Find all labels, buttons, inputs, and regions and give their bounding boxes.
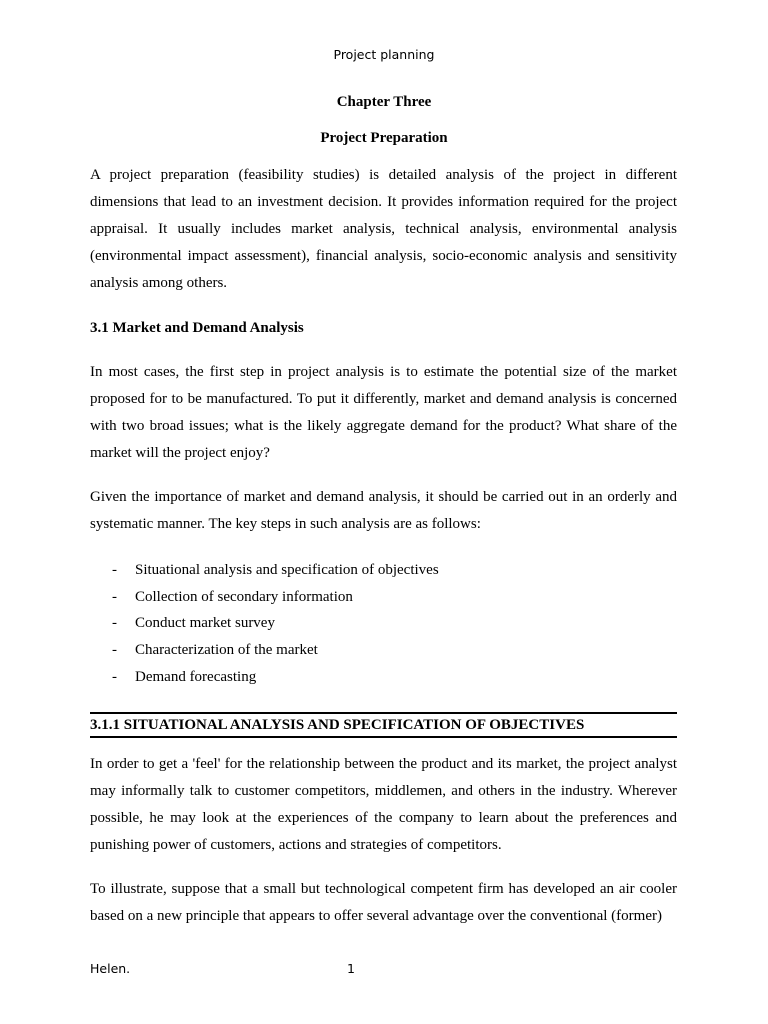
list-item-text: Conduct market survey — [135, 615, 275, 632]
market-paragraph-1: In most cases, the first step in project analysis is to estimate the potential size of the market proposed for to be manufactured. To put it differently, market and demand analysis is concerned with two broad issues; what is the likely aggregate demand for the product? What share of the market will the project enjoy? — [90, 364, 677, 461]
list-dash: - — [112, 562, 117, 578]
list-dash: - — [112, 642, 117, 659]
situational-paragraph-1: In order to get a 'feel' for the relationship between the product and its market, the project analyst may informally talk to customer competitors, middlemen, and others in the industry. Wherever possible, he may look at the experiences of the company to learn about the preferences and punishing power of customers, actions and strategies of competitors. — [90, 756, 677, 853]
section-heading-situational-analysis: 3.1.1 SITUATIONAL ANALYSIS AND SPECIFICATION OF OBJECTIVES — [90, 717, 585, 733]
section-heading-box — [90, 712, 677, 738]
list-item-text: Collection of secondary information — [135, 588, 353, 605]
list-dash: - — [112, 615, 117, 632]
list-dash: - — [112, 588, 117, 605]
section-heading-market-demand: 3.1 Market and Demand Analysis — [90, 320, 304, 336]
market-paragraph-2: Given the importance of market and demand analysis, it should be carried out in an orderly and systematic manner. The key steps in such analysis are as follows: — [90, 489, 677, 532]
list-item-text: Characterization of the market — [135, 642, 318, 659]
chapter-title: Project Preparation — [320, 130, 448, 146]
list-dash: - — [112, 668, 117, 685]
running-header: Project planning — [333, 47, 435, 62]
intro-paragraph: A project preparation (feasibility studies) is detailed analysis of the project in different dimensions that lead to an investment decision. It provides information required for the project appraisal. It usually includes market analysis, technical analysis, environmental analysis (environmental impact assessment), financial analysis, socio-economic analysis and sensitivity analysis among others. — [90, 167, 677, 291]
list-item-text: Demand forecasting — [135, 668, 257, 685]
list-item-text: Situational analysis and specification of objectives — [135, 562, 439, 578]
footer-page-number: 1 — [347, 961, 355, 976]
chapter-number-title: Chapter Three — [336, 94, 432, 110]
situational-paragraph-2: To illustrate, suppose that a small but technological competent firm has developed an air cooler based on a new principle that appears to offer several advantage over the conventional (former) — [90, 881, 677, 924]
footer-author: Helen. — [90, 961, 131, 976]
